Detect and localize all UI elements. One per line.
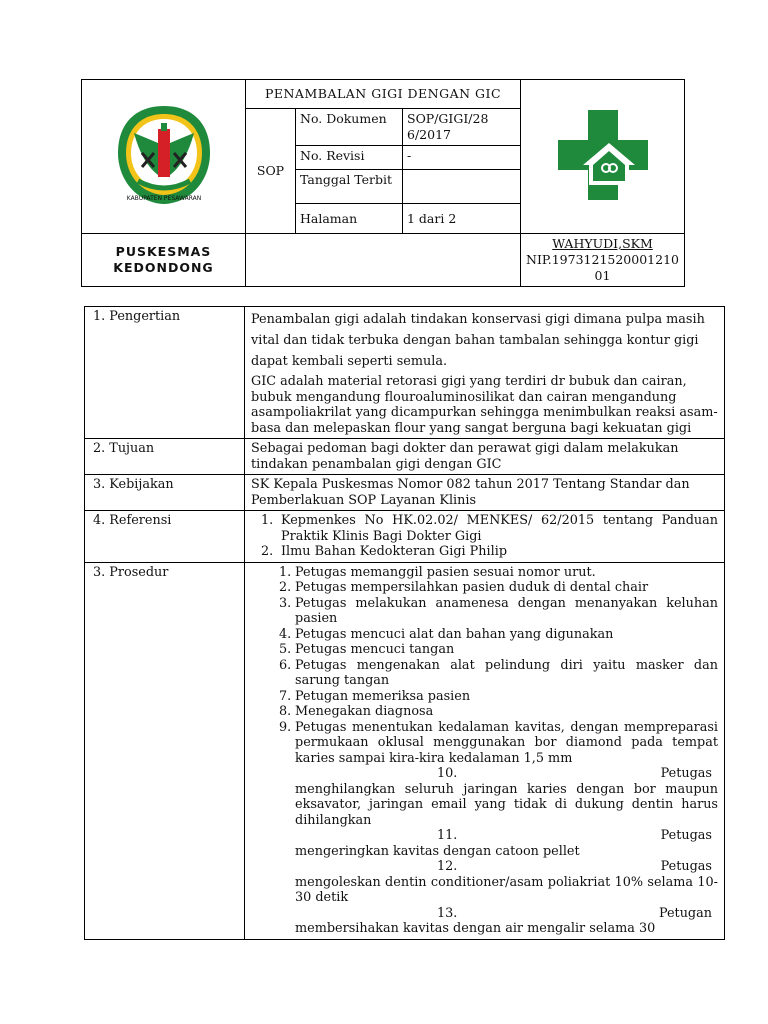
label-pengertian: 1. Pengertian [85,307,245,439]
content-tujuan: Sebagai pedoman bagi dokter dan perawat gigi dalam melakukan tindakan penambalan gigi dengan GIC [245,439,725,475]
signatory-cell [521,234,685,287]
regency-logo-cell [82,80,246,234]
field-label-halaman: Halaman [296,204,403,234]
header-table [81,79,685,287]
list-item: 12. Petugas mengoleskan dentin conditioner/asam poliakriat 10% selama 10-30 detik [295,859,718,905]
list-item: 9. Petugas menentukan kedalaman kavitas, dengan mempreparasi permukaan oklusal menggunakan bor diamond pada tempat karies sampai kira-kira kedalaman 1,5 mm [279,719,718,766]
list-item: 6. Petugas mengenakan alat pelindung diri yaitu masker dan sarung tangan [279,657,718,688]
field-label-no-revisi: No. Revisi [296,146,403,170]
content-pengertian [245,307,725,439]
content-referensi [245,511,725,563]
field-value-halaman: 1 dari 2 [403,204,521,234]
list-item: 10. Petugas menghilangkan seluruh jaringan karies dengan bor maupun eksavator, jaringan email yang tidak di dukung dentin harus dihilangkan [295,766,718,828]
label-kebijakan: 3. Kebijakan [85,475,245,511]
list-item: 2. Ilmu Bahan Kedokteran Gigi Philip [261,544,508,559]
field-value-no-revisi: - [403,146,521,170]
sop-content-table [84,306,725,940]
prosedur-list [251,565,718,937]
seal-text: KABUPATEN PESAWARAN [126,194,201,202]
list-item: 4. Petugas mencuci alat dan bahan yang digunakan [279,626,614,642]
label-tujuan: 2. Tujuan [85,439,245,475]
org-line-2: KEDONDONG [113,260,214,275]
regency-seal-icon [114,103,214,207]
list-item: 1. Petugas memanggil pasien sesuai nomor urut. [279,564,596,580]
list-item: 7. Petugan memeriksa pasien [279,688,471,704]
pengertian-paragraph-1: Penambalan gigi adalah tindakan konservasi gigi dimana pulpa masih vital dan tidak terbuka dengan bahan tambalan sehingga kontur gigi dapat kembali seperti semula. [251,312,705,369]
referensi-list [251,513,718,560]
health-logo-cell [521,80,685,234]
empty-cell [246,234,521,287]
list-item: 3. Petugas melakukan anamenesa dengan menanyakan keluhan pasien [279,595,718,626]
field-label-no-dokumen: No. Dokumen [296,109,403,146]
list-item: 11. Petugas mengeringkan kavitas dengan catoon pellet [295,828,712,859]
field-label-tanggal-terbit: Tanggal Terbit [296,170,403,204]
puskesmas-cross-icon [553,105,653,205]
list-item: 2. Petugas mempersilahkan pasien duduk di dental chair [279,580,649,595]
label-prosedur: 3. Prosedur [85,562,245,939]
label-referensi: 4. Referensi [85,511,245,563]
org-line-1: PUSKESMAS [115,244,212,259]
content-prosedur [245,562,725,939]
list-item: 13. Petugan membersihakan kavitas dengan air mengalir selama 30 [295,905,712,936]
signatory-nip: NIP.197312152000121001 [526,252,679,283]
sop-label: SOP [246,109,296,234]
content-kebijakan: SK Kepala Puskesmas Nomor 082 tahun 2017 Tentang Standar dan Pemberlakuan SOP Layanan Klinis [245,475,725,511]
pengertian-paragraph-2: GIC adalah material retorasi gigi yang terdiri dr bubuk dan cairan, bubuk mengandung flouroaluminosilikat dan cairan mengandung asampoliakrilat yang dicampurkan sehingga menimbulkan reaksi asam-basa dan melepaskan flour yang sangat berguna bagi kekuatan gigi [251,374,718,436]
organization-name [82,234,246,287]
list-item: 8. Menegakan diagnosa [279,704,434,719]
list-item: 1. Kepmenkes No HK.02.02/ MENKES/ 62/2015 tentang Panduan Praktik Klinis Bagi Dokter Gigi [261,513,718,544]
field-value-tanggal-terbit [403,170,521,204]
field-value-no-dokumen: SOP/GIGI/28 6/2017 [403,109,521,146]
signatory-name: WAHYUDI,SKM [552,236,653,251]
document-title: PENAMBALAN GIGI DENGAN GIC [246,80,521,109]
list-item: 5. Petugas mencuci tangan [279,642,455,657]
